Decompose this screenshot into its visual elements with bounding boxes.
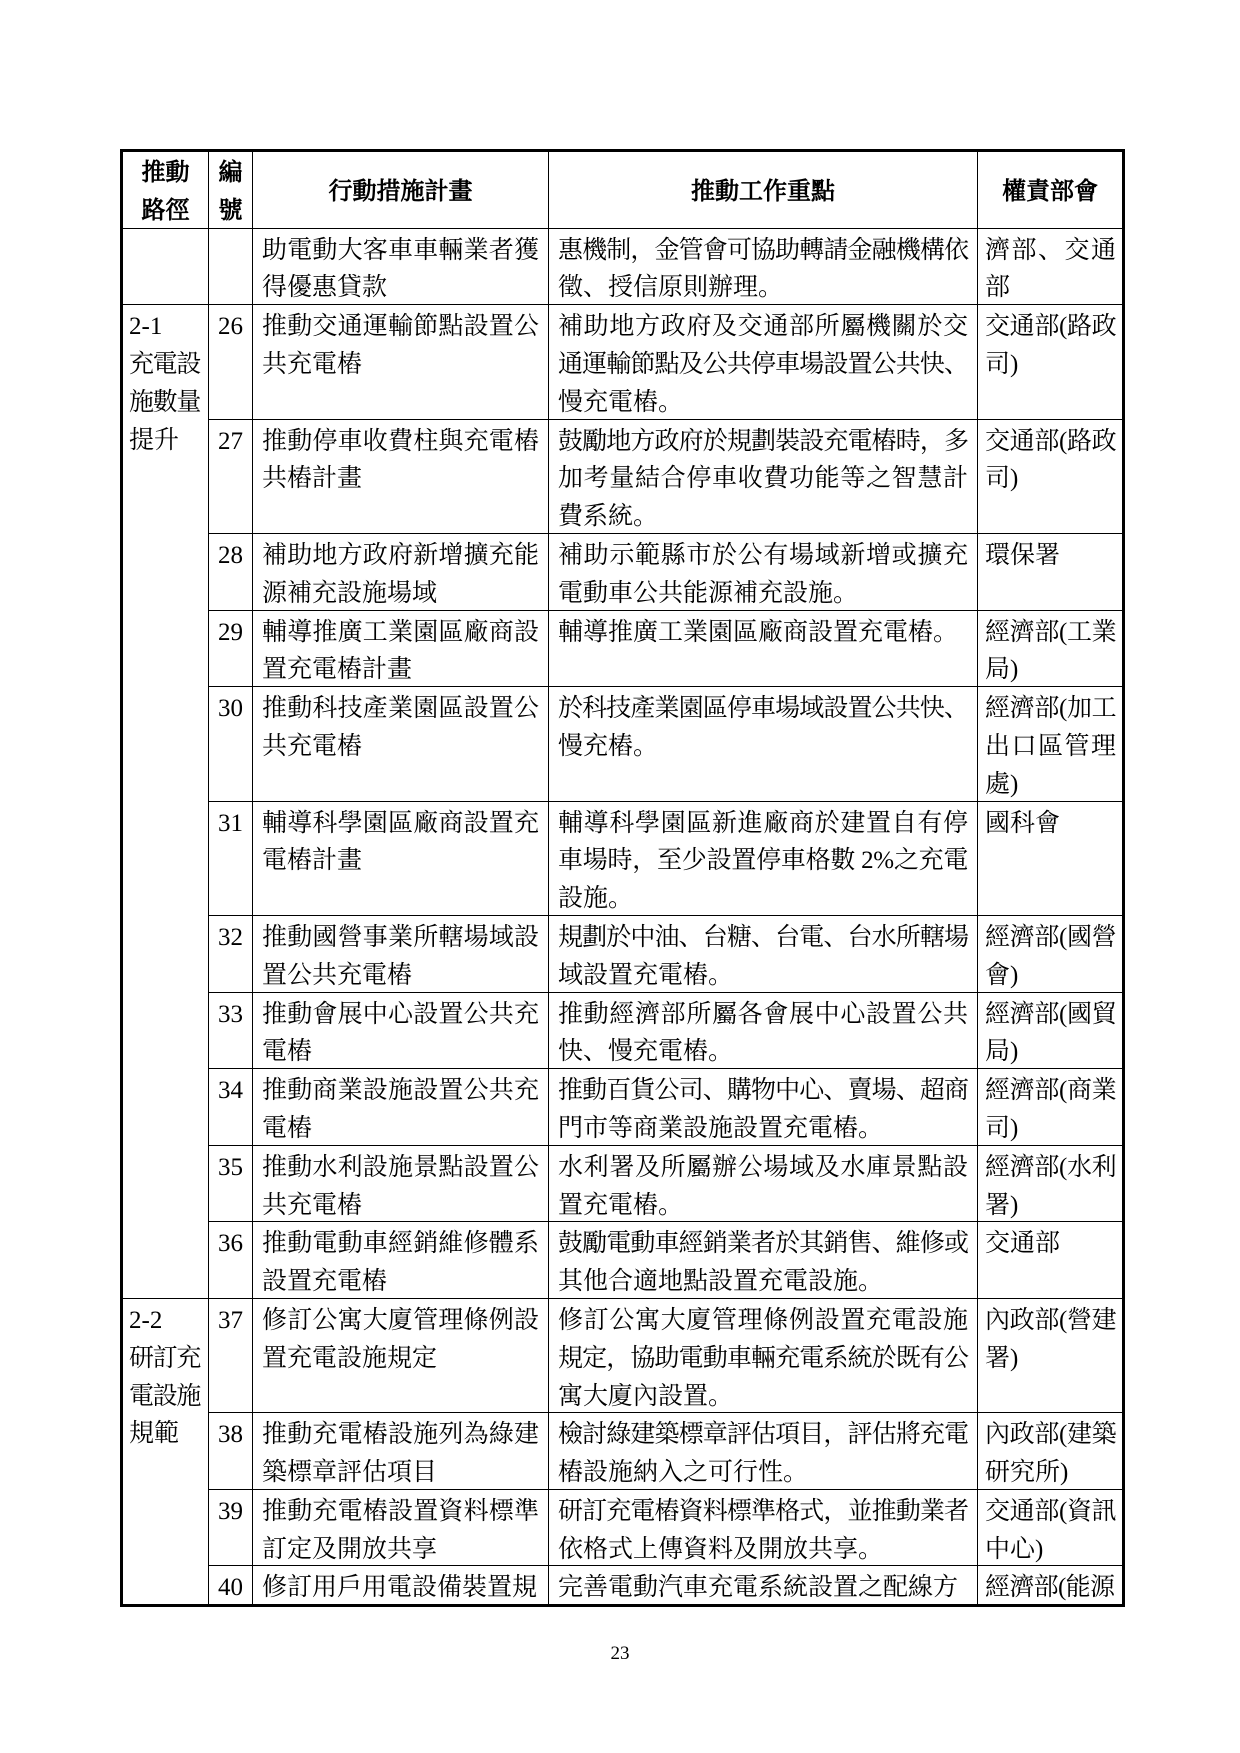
work-focus-cell (549, 801, 978, 915)
work-focus-line: 修訂公寓大廈管理條例設置充電設施 (558, 1306, 968, 1334)
table-row (122, 1566, 1124, 1606)
promotion-path-cell (122, 228, 209, 305)
action-plan-line: 修訂公寓大廈管理條例設 (262, 1306, 539, 1334)
item-number: 36 (218, 1230, 243, 1258)
item-number-cell (209, 687, 253, 801)
work-focus-line: 快、慢充電樁。 (558, 1038, 734, 1066)
item-number-cell (209, 1298, 253, 1412)
work-focus-cell (549, 687, 978, 801)
work-focus-line: 樁設施納入之可行性。 (558, 1459, 809, 1487)
responsible-agency-line: 司) (985, 1114, 1019, 1142)
responsible-agency-line: 署) (985, 1191, 1019, 1219)
item-number: 31 (218, 809, 243, 837)
responsible-agency-cell (978, 915, 1124, 992)
action-plan-line: 推動停車收費柱與充電樁 (262, 427, 539, 455)
table-row (122, 419, 1124, 533)
action-plan-cell (253, 1413, 549, 1490)
responsible-agency-line: 交通部(路政 (985, 313, 1116, 341)
table-row (122, 1145, 1124, 1222)
header-label-line: 編 (218, 159, 243, 186)
responsible-agency-line: 局) (985, 1038, 1019, 1066)
header-label-line: 行動措施計畫 (328, 177, 473, 205)
action-plan-line: 置充電樁計畫 (262, 656, 413, 684)
responsible-agency-cell (978, 610, 1124, 687)
work-focus-line: 寓大廈內設置。 (558, 1382, 734, 1410)
work-focus-line: 檢討綠建築標章評估項目，評估將充電 (558, 1421, 968, 1449)
action-plan-line: 助電動大客車車輛業者獲 (262, 236, 539, 264)
work-focus-line: 門市等商業設施設置充電樁。 (558, 1114, 884, 1142)
item-number-cell (209, 1222, 253, 1299)
item-number-cell (209, 915, 253, 992)
work-focus-line: 惠機制，金管會可協助轉請金融機構依 (558, 236, 968, 264)
promotion-path-line: 2-1 (129, 313, 163, 341)
action-plan-cell (253, 305, 549, 419)
item-number-cell (209, 533, 253, 610)
item-number: 27 (218, 427, 243, 455)
responsible-agency-cell (978, 1413, 1124, 1490)
table-row (122, 1222, 1124, 1299)
responsible-agency-cell (978, 1566, 1124, 1606)
work-focus-line: 於科技產業園區停車場域設置公共快、 (558, 695, 968, 723)
action-plan-cell (253, 801, 549, 915)
responsible-agency-line: 經濟部(國營 (985, 923, 1116, 951)
action-plan-line: 推動會展中心設置公共充 (262, 1000, 539, 1028)
responsible-agency-line: 內政部(營建 (985, 1306, 1116, 1334)
responsible-agency-line: 中心) (985, 1535, 1044, 1563)
work-focus-line: 鼓勵地方政府於規劃裝設充電樁時，多 (558, 427, 968, 455)
header-work-focus (549, 151, 978, 229)
action-plan-line: 推動充電樁設置資料標準 (262, 1497, 539, 1525)
responsible-agency-line: 內政部(建築 (985, 1421, 1116, 1449)
table-row (122, 610, 1124, 687)
responsible-agency-cell (978, 305, 1124, 419)
work-focus-cell (549, 1566, 978, 1606)
work-focus-cell (549, 228, 978, 305)
responsible-agency-line: 研究所) (985, 1459, 1069, 1487)
action-plan-line: 築標章評估項目 (262, 1459, 438, 1487)
action-plan-line: 推動國營事業所轄場域設 (262, 923, 539, 951)
action-plan-line: 補助地方政府新增擴充能 (262, 541, 539, 569)
action-plan-line: 設置充電樁 (262, 1268, 388, 1296)
work-focus-line: 設施。 (558, 885, 634, 913)
action-plan-line: 置公共充電樁 (262, 961, 413, 989)
header-label-line: 號 (218, 196, 243, 224)
item-number: 37 (218, 1306, 243, 1334)
promotion-path-line: 規範 (129, 1420, 180, 1448)
work-focus-line: 域設置充電樁。 (558, 961, 734, 989)
work-focus-line: 依格式上傳資料及開放共享。 (558, 1535, 884, 1563)
table-row (122, 801, 1124, 915)
action-plan-line: 共充電樁 (262, 732, 363, 760)
work-focus-line: 電動車公共能源補充設施。 (558, 579, 859, 607)
item-number-cell (209, 992, 253, 1069)
responsible-agency-cell (978, 228, 1124, 305)
work-focus-line: 慢充樁。 (558, 732, 659, 760)
action-plan-cell (253, 533, 549, 610)
work-focus-line: 規劃於中油、台糖、台電、台水所轄場 (558, 923, 968, 951)
action-plan-cell (253, 915, 549, 992)
work-focus-line: 加考量結合停車收費功能等之智慧計 (558, 465, 968, 493)
action-plan-line: 置充電設施規定 (262, 1344, 438, 1372)
responsible-agency-line: 署) (985, 1344, 1019, 1372)
action-plan-cell (253, 1566, 549, 1606)
header-responsible-agency (978, 151, 1124, 229)
item-number-cell (209, 1489, 253, 1566)
action-plan-cell (253, 610, 549, 687)
responsible-agency-line: 國科會 (985, 809, 1061, 837)
header-label-line: 路徑 (141, 196, 190, 224)
item-number-cell (209, 1145, 253, 1222)
responsible-agency-line: 交通部(資訊 (985, 1497, 1116, 1525)
header-label-line: 推動工作重點 (691, 177, 835, 205)
action-plan-cell (253, 687, 549, 801)
work-focus-line: 研訂充電樁資料標準格式，並推動業者 (558, 1497, 968, 1525)
work-focus-line: 車場時，至少設置停車格數 2%之充電 (558, 847, 968, 875)
work-focus-line: 慢充電樁。 (558, 388, 684, 416)
work-focus-line: 水利署及所屬辦公場域及水庫景點設 (558, 1153, 968, 1181)
work-focus-line: 輔導科學園區新進廠商於建置自有停 (558, 809, 968, 837)
action-plan-line: 推動商業設施設置公共充 (262, 1077, 539, 1105)
responsible-agency-line: 環保署 (985, 541, 1061, 569)
work-focus-line: 置充電樁。 (558, 1191, 684, 1219)
header-promotion-path (122, 151, 209, 229)
responsible-agency-line: 司) (985, 350, 1019, 378)
responsible-agency-line: 交通部(路政 (985, 427, 1116, 455)
item-number-cell (209, 801, 253, 915)
table-row (122, 305, 1124, 419)
item-number-cell (209, 610, 253, 687)
responsible-agency-cell (978, 419, 1124, 533)
table-row (122, 1069, 1124, 1146)
action-plan-cell (253, 1145, 549, 1222)
action-plan-line: 源補充設施場域 (262, 579, 438, 607)
responsible-agency-line: 部 (985, 274, 1011, 302)
table-row (122, 1413, 1124, 1490)
work-focus-line: 輔導推廣工業園區廠商設置充電樁。 (558, 618, 959, 646)
header-number (209, 151, 253, 229)
responsible-agency-line: 經濟部(水利 (985, 1153, 1116, 1181)
responsible-agency-line: 經濟部(國貿 (985, 1000, 1116, 1028)
table-row (122, 228, 1124, 305)
work-focus-line: 鼓勵電動車經銷業者於其銷售、維修或 (558, 1230, 968, 1258)
item-number: 29 (218, 618, 243, 646)
work-focus-line: 徵、授信原則辦理。 (558, 274, 784, 302)
action-plan-cell (253, 228, 549, 305)
header-label-line: 權責部會 (1002, 177, 1098, 205)
action-plan-cell (253, 1489, 549, 1566)
work-focus-line: 推動經濟部所屬各會展中心設置公共 (558, 1000, 968, 1028)
action-plan-cell (253, 992, 549, 1069)
item-number: 30 (218, 695, 243, 723)
page-number: 23 (610, 1643, 630, 1664)
item-number: 28 (218, 541, 243, 569)
item-number-cell (209, 1413, 253, 1490)
responsible-agency-cell (978, 1069, 1124, 1146)
header-label-line: 推動 (141, 159, 190, 186)
responsible-agency-line: 經濟部(工業 (985, 618, 1116, 646)
responsible-agency-line: 經濟部(加工 (985, 695, 1116, 723)
promotion-path-line: 2-2 (129, 1306, 163, 1334)
action-plan-line: 得優惠貸款 (262, 274, 388, 302)
table-header (122, 151, 1124, 229)
responsible-agency-cell (978, 687, 1124, 801)
responsible-agency-line: 出口區管理 (985, 732, 1116, 760)
action-plan-line: 推動充電樁設施列為綠建 (262, 1421, 539, 1449)
responsible-agency-cell (978, 992, 1124, 1069)
action-plan-line: 推動交通運輸節點設置公 (262, 313, 539, 341)
responsible-agency-cell (978, 801, 1124, 915)
work-focus-cell (549, 1145, 978, 1222)
item-number: 26 (218, 313, 243, 341)
responsible-agency-line: 處) (985, 770, 1019, 798)
work-focus-cell (549, 1413, 978, 1490)
table-row (122, 1298, 1124, 1412)
responsible-agency-cell (978, 1222, 1124, 1299)
action-plan-line: 推動電動車經銷維修體系 (262, 1230, 539, 1258)
item-number-cell (209, 305, 253, 419)
action-plan-line: 電樁 (262, 1038, 313, 1066)
action-plan-line: 電樁計畫 (262, 847, 363, 875)
work-focus-cell (549, 305, 978, 419)
responsible-agency-line: 局) (985, 656, 1019, 684)
responsible-agency-line: 交通部 (985, 1230, 1061, 1258)
table-row (122, 1489, 1124, 1566)
work-focus-cell (549, 1222, 978, 1299)
table-body (122, 228, 1124, 1606)
promotion-path-cell (122, 1298, 209, 1605)
work-focus-line: 通運輸節點及公共停車場設置公共快、 (558, 350, 968, 378)
table-row (122, 915, 1124, 992)
promotion-path-line: 充電設 (129, 350, 201, 378)
work-focus-cell (549, 1298, 978, 1412)
work-focus-line: 其他合適地點設置充電設施。 (558, 1268, 884, 1296)
action-plan-line: 共樁計畫 (262, 465, 363, 493)
action-plan-cell (253, 419, 549, 533)
work-focus-line: 規定，協助電動車輛充電系統於既有公 (558, 1344, 968, 1372)
work-focus-line: 補助示範縣市於公有場域新增或擴充 (558, 541, 968, 569)
responsible-agency-cell (978, 1489, 1124, 1566)
responsible-agency-line: 司) (985, 465, 1019, 493)
responsible-agency-cell (978, 533, 1124, 610)
header-action-plan (253, 151, 549, 229)
responsible-agency-line: 濟部、交通 (985, 236, 1116, 264)
action-plan-line: 訂定及開放共享 (262, 1535, 438, 1563)
promotion-path-line: 電設施 (129, 1382, 201, 1410)
item-number (209, 232, 252, 270)
action-plan-line: 推動科技產業園區設置公 (262, 695, 539, 723)
promotion-path-line: 施數量 (129, 388, 201, 416)
work-focus-cell (549, 419, 978, 533)
action-plan-line: 輔導科學園區廠商設置充 (262, 809, 539, 837)
item-number: 33 (218, 1000, 243, 1028)
table-header-row (122, 151, 1124, 229)
item-number: 34 (218, 1077, 243, 1105)
item-number-cell (209, 1069, 253, 1146)
work-focus-line: 推動百貨公司、購物中心、賣場、超商 (558, 1077, 968, 1105)
action-plan-cell (253, 1069, 549, 1146)
action-plan-line: 輔導推廣工業園區廠商設 (262, 618, 539, 646)
item-number-cell (209, 228, 253, 305)
work-focus-cell (549, 915, 978, 992)
work-focus-cell (549, 1489, 978, 1566)
item-number-cell (209, 1566, 253, 1606)
promotion-path-cell (122, 305, 209, 1299)
action-plan-line: 共充電樁 (262, 1191, 363, 1219)
action-plan-cell (253, 1222, 549, 1299)
promotion-path-line: 提升 (129, 426, 180, 454)
action-plan-line: 共充電樁 (262, 350, 363, 378)
work-focus-cell (549, 610, 978, 687)
item-number: 39 (218, 1497, 243, 1525)
action-plan-line: 電樁 (262, 1114, 313, 1142)
table-row (122, 533, 1124, 610)
work-focus-line: 補助地方政府及交通部所屬機關於交 (558, 313, 968, 341)
work-focus-cell (549, 1069, 978, 1146)
item-number: 32 (218, 923, 243, 951)
action-plan-cell (253, 1298, 549, 1412)
work-focus-cell (549, 533, 978, 610)
item-number: 38 (218, 1421, 243, 1449)
work-focus-line: 完善電動汽車充電系統設置之配線方 (558, 1574, 959, 1602)
table-row (122, 687, 1124, 801)
table-row (122, 992, 1124, 1069)
work-focus-cell (549, 992, 978, 1069)
responsible-agency-line: 會) (985, 961, 1019, 989)
item-number: 35 (218, 1153, 243, 1181)
action-plan-line: 修訂用戶用電設備裝置規 (262, 1574, 538, 1602)
action-plan-table (120, 149, 1125, 1607)
work-focus-line: 費系統。 (558, 503, 659, 531)
promotion-path-line: 研訂充 (129, 1344, 201, 1372)
responsible-agency-line: 經濟部(商業 (985, 1077, 1116, 1105)
item-number: 40 (218, 1574, 243, 1602)
responsible-agency-line: 經濟部(能源 (985, 1574, 1115, 1602)
responsible-agency-cell (978, 1298, 1124, 1412)
responsible-agency-cell (978, 1145, 1124, 1222)
item-number-cell (209, 419, 253, 533)
action-plan-line: 推動水利設施景點設置公 (262, 1153, 539, 1181)
